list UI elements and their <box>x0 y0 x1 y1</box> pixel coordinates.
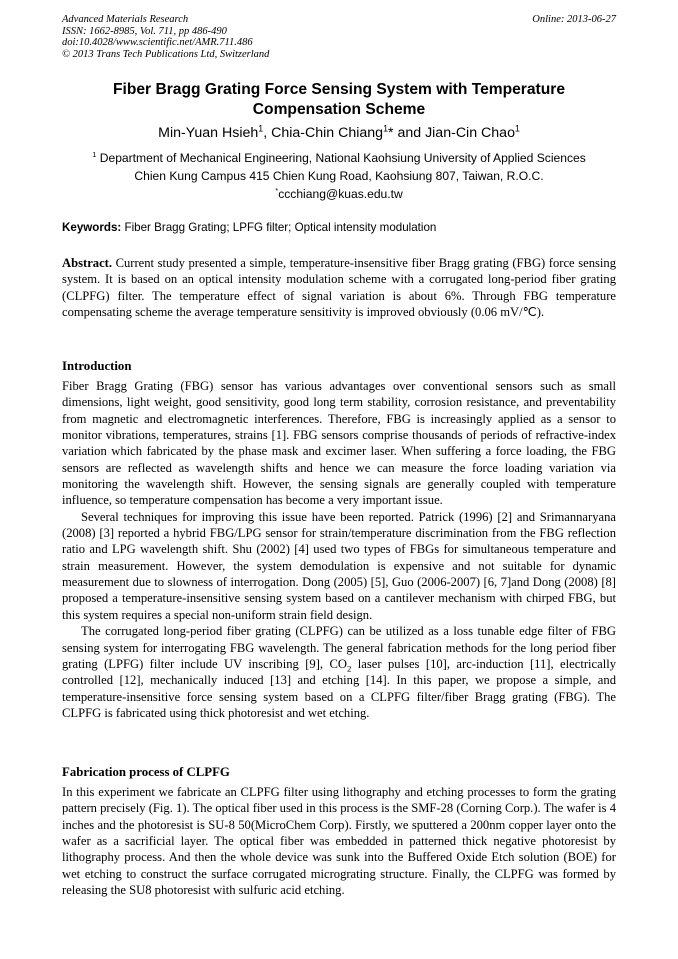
author-sep-1: , <box>263 125 272 141</box>
author-2: Chia-Chin Chiang <box>271 125 384 141</box>
affiliation-number: 1 <box>92 149 97 159</box>
keywords-text: Fiber Bragg Grating; LPFG filter; Optical intensity modulation <box>121 221 437 234</box>
author-1: Min-Yuan Hsieh <box>158 125 259 141</box>
abstract-label: Abstract. <box>62 256 113 270</box>
paper-title <box>62 80 616 120</box>
keywords <box>62 220 616 235</box>
intro-paragraph-3: The corrugated long-period fiber grating (CLPFG) can be utilized as a loss tunable edge filter of FBG sensing system for interrogating FBG wavelength. The general fabrication methods for the long period fiber grating (LPFG) filter include UV inscribing [9], $CO_2$ laser pulses [10], arc-induction [11], electrically controlled [12], mechanically induced [13] and etching [14]. In this paper, we propose a simple, and temperature-insensitive force sensing system based on a CLPFG filter/fiber Bragg grating (FBG). The CLPFG is fabricated using thick photoresist and wet etching. <box>62 624 616 720</box>
author-sep-2: and <box>393 125 426 141</box>
journal-copyright: © 2013 Trans Tech Publications Ltd, Switzerland <box>62 48 270 60</box>
author-3: Jian-Cin Chao <box>425 125 515 141</box>
affiliation-line-2: Chien Kung Campus 415 Chien Kung Road, Kaohsiung 807, Taiwan, R.O.C. <box>134 169 544 183</box>
keywords-label: Keywords: <box>62 221 122 234</box>
author-list <box>62 124 616 142</box>
title-line-1: Fiber Bragg Grating Force Sensing System with Temperature <box>112 81 566 98</box>
intro-paragraph-1: Fiber Bragg Grating (FBG) sensor has various advantages over conventional sensors such as small dimensions, light weight, good sensitivity, good long term stability, corrosion resistance, and preventability from magnetic and electromagnetic interferences. Therefore, FBG is increasingly applied as a sensor to monitor vibrations, temperatures, strains [1]. FBG sensors comprise thousands of periods of refractive-index variation which fabricated by the phase mask and excimer laser. When suffering a force loading, the FBG sensors are reflected as wavelength shifts and hence we can measure the force loading variation via monitoring the wavelength shift. However, the sensing signals are generally coupled with temperature influence, so temperature compensation has become a very important issue. <box>62 379 616 508</box>
journal-issn: ISSN: 1662-8985, Vol. 711, pp 486-490 <box>62 25 227 37</box>
email-mark: * <box>275 185 279 195</box>
introduction-body <box>62 378 616 721</box>
fabrication-body <box>62 784 616 898</box>
fabrication-paragraph-1: In this experiment we fabricate an CLPFG filter using lithography and etching processes to form the grating pattern precisely (Fig. 1). The optical fiber used in this process is the SMF-28 (Corning Corp.). The wafer is 4 inches and the photoresist is SU-8 50(MicroChem Corp). Firstly, we sputtered a 200nm copper layer onto the wafer as a sacrificial layer. The optical fiber was embedded in patterned thick negative photoresist by lithography process. And then the whole device was sunk into the Buffered Oxide Etch solution (BOE) for wet etching to construct the surface corrugated micrograting structure. Finally, the CLPFG was formed by releasing the SU8 photoresist with sulfuric acid etching. <box>62 785 616 898</box>
author-2-affil: 1 <box>383 123 388 134</box>
title-line-2: Compensation Scheme <box>252 101 426 118</box>
section-heading-introduction: Introduction <box>62 359 132 373</box>
abstract <box>62 255 616 320</box>
abstract-text: Current study presented a simple, temperature-insensitive fiber Bragg grating (FBG) force sensing system. It is based on an optical intensity modulation scheme with a corrugated long-period fiber grating (CLPFG) filter. The temperature effect of signal variation is about 6%. Through FBG temperature compensating scheme the average temperature sensitivity is improved obviously (0.06 mV/℃). <box>62 256 616 320</box>
corresponding-email[interactable]: ccchiang@kuas.edu.tw <box>278 187 403 201</box>
author-3-affil: 1 <box>514 123 520 134</box>
journal-header <box>62 14 269 60</box>
author-1-affil: 1 <box>258 123 264 134</box>
section-heading-fabrication: Fabrication process of CLPFG <box>62 765 230 779</box>
online-date: Online: 2013-06-27 <box>532 14 616 25</box>
affiliation <box>62 149 616 203</box>
co2-subscript: 2 <box>346 663 352 674</box>
journal-doi: doi:10.4028/www.scientific.net/AMR.711.486 <box>62 37 253 49</box>
journal-name: Advanced Materials Research <box>62 14 189 25</box>
intro-paragraph-2: Several techniques for improving this issue have been reported. Patrick (1996) [2] and Srimannaryana (2008) [3] reported a hybrid FBG/LPG sensor for strain/temperature discrimination from the FBG reflection ratio and LPG wavelength shift. Shu (2002) [4] used two types of FBGs for simultaneous temperature and strain measurement. However, the system demodulation is expensive and not suitable for dynamic measurement due to slowness of interrogation. Dong (2005) [5], Guo (2006-2007) [6, 7]and Dong (2008) [8] proposed a temperature-insensitive sensing system based on a cantilever mechanism with chirped FBG, but this system requires a special non-uniform strain field design. <box>62 509 616 622</box>
affiliation-line-1: Department of Mechanical Engineering, National Kaohsiung University of Applied Sciences <box>96 151 586 165</box>
corresponding-mark: * <box>387 125 394 141</box>
